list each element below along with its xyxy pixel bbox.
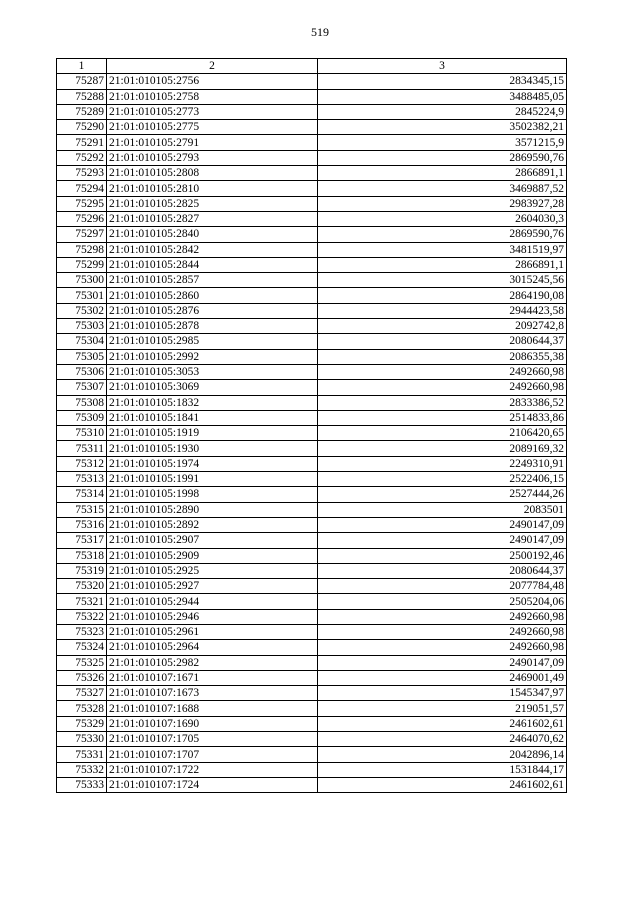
cadastral-number-cell: 21:01:010105:1919 xyxy=(107,426,318,441)
value-cell: 2869590,76 xyxy=(318,227,567,242)
value-cell: 3502382,21 xyxy=(318,120,567,135)
cadastral-number-cell: 21:01:010105:2810 xyxy=(107,181,318,196)
value-cell: 2869590,76 xyxy=(318,150,567,165)
column-header-3: 3 xyxy=(318,59,567,74)
row-number-cell: 75291 xyxy=(57,135,107,150)
row-number-cell: 75331 xyxy=(57,747,107,762)
cadastral-number-cell: 21:01:010105:2842 xyxy=(107,242,318,257)
value-cell: 3488485,05 xyxy=(318,89,567,104)
row-number-cell: 75327 xyxy=(57,686,107,701)
row-number-cell: 75308 xyxy=(57,395,107,410)
value-cell: 2464070,62 xyxy=(318,732,567,747)
table-row xyxy=(57,716,567,731)
column-header-2: 2 xyxy=(107,59,318,74)
table-row xyxy=(57,395,567,410)
value-cell: 1531844,17 xyxy=(318,762,567,777)
cadastral-number-cell: 21:01:010107:1673 xyxy=(107,686,318,701)
value-cell: 2077784,48 xyxy=(318,579,567,594)
table-row xyxy=(57,456,567,471)
cadastral-number-cell: 21:01:010105:2890 xyxy=(107,502,318,517)
value-cell: 2083501 xyxy=(318,502,567,517)
row-number-cell: 75330 xyxy=(57,732,107,747)
value-cell: 2490147,09 xyxy=(318,517,567,532)
table-row xyxy=(57,273,567,288)
row-number-cell: 75307 xyxy=(57,380,107,395)
table-row xyxy=(57,655,567,670)
row-number-cell: 75290 xyxy=(57,120,107,135)
cadastral-number-cell: 21:01:010105:2876 xyxy=(107,303,318,318)
value-cell: 2492660,98 xyxy=(318,380,567,395)
table-row xyxy=(57,120,567,135)
table-row xyxy=(57,104,567,119)
value-cell: 2092742,8 xyxy=(318,319,567,334)
page-number: 519 xyxy=(311,25,329,39)
table-row xyxy=(57,747,567,762)
table-row xyxy=(57,257,567,272)
table-row xyxy=(57,196,567,211)
table-row xyxy=(57,380,567,395)
row-number-cell: 75320 xyxy=(57,579,107,594)
table-row xyxy=(57,487,567,502)
cadastral-number-cell: 21:01:010105:2985 xyxy=(107,334,318,349)
value-cell: 3481519,97 xyxy=(318,242,567,257)
row-number-cell: 75295 xyxy=(57,196,107,211)
cadastral-number-cell: 21:01:010105:2775 xyxy=(107,120,318,135)
table-row xyxy=(57,166,567,181)
value-cell: 2490147,09 xyxy=(318,533,567,548)
table-row xyxy=(57,227,567,242)
column-header-1: 1 xyxy=(57,59,107,74)
table-row xyxy=(57,74,567,89)
cadastral-value-table xyxy=(56,58,567,793)
row-number-cell: 75298 xyxy=(57,242,107,257)
cadastral-number-cell: 21:01:010105:2927 xyxy=(107,579,318,594)
row-number-cell: 75305 xyxy=(57,349,107,364)
value-cell: 2042896,14 xyxy=(318,747,567,762)
table-row xyxy=(57,211,567,226)
table-row xyxy=(57,89,567,104)
table-row xyxy=(57,441,567,456)
table-row xyxy=(57,150,567,165)
row-number-cell: 75288 xyxy=(57,89,107,104)
row-number-cell: 75312 xyxy=(57,456,107,471)
table-row xyxy=(57,319,567,334)
table-row xyxy=(57,548,567,563)
cadastral-number-cell: 21:01:010105:2992 xyxy=(107,349,318,364)
cadastral-number-cell: 21:01:010105:2860 xyxy=(107,288,318,303)
row-number-cell: 75333 xyxy=(57,777,107,792)
value-cell: 1545347,97 xyxy=(318,686,567,701)
value-cell: 2983927,28 xyxy=(318,196,567,211)
table-row xyxy=(57,135,567,150)
row-number-cell: 75287 xyxy=(57,74,107,89)
table-row xyxy=(57,624,567,639)
row-number-cell: 75292 xyxy=(57,150,107,165)
value-cell: 2866891,1 xyxy=(318,166,567,181)
cadastral-number-cell: 21:01:010107:1688 xyxy=(107,701,318,716)
row-number-cell: 75310 xyxy=(57,426,107,441)
table-row xyxy=(57,640,567,655)
value-cell: 2833386,52 xyxy=(318,395,567,410)
table-row xyxy=(57,502,567,517)
value-cell: 2106420,65 xyxy=(318,426,567,441)
row-number-cell: 75329 xyxy=(57,716,107,731)
row-number-cell: 75317 xyxy=(57,533,107,548)
value-cell: 2522406,15 xyxy=(318,472,567,487)
table-row xyxy=(57,609,567,624)
row-number-cell: 75328 xyxy=(57,701,107,716)
cadastral-number-cell: 21:01:010105:2840 xyxy=(107,227,318,242)
value-cell: 2492660,98 xyxy=(318,624,567,639)
value-cell: 2527444,26 xyxy=(318,487,567,502)
cadastral-number-cell: 21:01:010107:1690 xyxy=(107,716,318,731)
cadastral-number-cell: 21:01:010107:1671 xyxy=(107,670,318,685)
value-cell: 2490147,09 xyxy=(318,655,567,670)
table-row xyxy=(57,426,567,441)
row-number-cell: 75289 xyxy=(57,104,107,119)
cadastral-number-cell: 21:01:010105:2925 xyxy=(107,563,318,578)
table-row xyxy=(57,364,567,379)
cadastral-number-cell: 21:01:010105:2907 xyxy=(107,533,318,548)
table-row xyxy=(57,594,567,609)
table-row xyxy=(57,670,567,685)
value-cell: 2086355,38 xyxy=(318,349,567,364)
table-row xyxy=(57,777,567,792)
table-row xyxy=(57,579,567,594)
value-cell: 2866891,1 xyxy=(318,257,567,272)
cadastral-number-cell: 21:01:010105:1930 xyxy=(107,441,318,456)
table-row xyxy=(57,410,567,425)
value-cell: 3571215,9 xyxy=(318,135,567,150)
cadastral-number-cell: 21:01:010107:1724 xyxy=(107,777,318,792)
row-number-cell: 75314 xyxy=(57,487,107,502)
cadastral-number-cell: 21:01:010105:2756 xyxy=(107,74,318,89)
table-row xyxy=(57,762,567,777)
value-cell: 2469001,49 xyxy=(318,670,567,685)
cadastral-number-cell: 21:01:010105:2961 xyxy=(107,624,318,639)
value-cell: 2514833,86 xyxy=(318,410,567,425)
table-row xyxy=(57,181,567,196)
row-number-cell: 75301 xyxy=(57,288,107,303)
cadastral-number-cell: 21:01:010105:2857 xyxy=(107,273,318,288)
value-cell: 2461602,61 xyxy=(318,777,567,792)
cadastral-number-cell: 21:01:010105:1998 xyxy=(107,487,318,502)
cadastral-number-cell: 21:01:010105:1974 xyxy=(107,456,318,471)
value-cell: 2845224,9 xyxy=(318,104,567,119)
cadastral-number-cell: 21:01:010105:2791 xyxy=(107,135,318,150)
table-row xyxy=(57,303,567,318)
table-row xyxy=(57,563,567,578)
cadastral-number-cell: 21:01:010107:1722 xyxy=(107,762,318,777)
cadastral-number-cell: 21:01:010107:1707 xyxy=(107,747,318,762)
row-number-cell: 75322 xyxy=(57,609,107,624)
value-cell: 219051,57 xyxy=(318,701,567,716)
table-row xyxy=(57,517,567,532)
cadastral-number-cell: 21:01:010105:2844 xyxy=(107,257,318,272)
value-cell: 2089169,32 xyxy=(318,441,567,456)
row-number-cell: 75297 xyxy=(57,227,107,242)
cadastral-number-cell: 21:01:010107:1705 xyxy=(107,732,318,747)
cadastral-number-cell: 21:01:010105:1841 xyxy=(107,410,318,425)
cadastral-number-cell: 21:01:010105:2944 xyxy=(107,594,318,609)
cadastral-number-cell: 21:01:010105:2964 xyxy=(107,640,318,655)
table-body xyxy=(57,74,567,793)
cadastral-number-cell: 21:01:010105:1832 xyxy=(107,395,318,410)
row-number-cell: 75325 xyxy=(57,655,107,670)
table-row xyxy=(57,349,567,364)
row-number-cell: 75294 xyxy=(57,181,107,196)
cadastral-number-cell: 21:01:010105:2793 xyxy=(107,150,318,165)
cadastral-number-cell: 21:01:010105:1991 xyxy=(107,472,318,487)
row-number-cell: 75316 xyxy=(57,517,107,532)
value-cell: 2505204,06 xyxy=(318,594,567,609)
value-cell: 2492660,98 xyxy=(318,609,567,624)
cadastral-number-cell: 21:01:010105:3053 xyxy=(107,364,318,379)
row-number-cell: 75300 xyxy=(57,273,107,288)
table-row xyxy=(57,686,567,701)
row-number-cell: 75306 xyxy=(57,364,107,379)
value-cell: 2461602,61 xyxy=(318,716,567,731)
row-number-cell: 75324 xyxy=(57,640,107,655)
table-header-row xyxy=(57,59,567,74)
table-row xyxy=(57,533,567,548)
cadastral-number-cell: 21:01:010105:2946 xyxy=(107,609,318,624)
row-number-cell: 75303 xyxy=(57,319,107,334)
table-row xyxy=(57,732,567,747)
row-number-cell: 75302 xyxy=(57,303,107,318)
row-number-cell: 75319 xyxy=(57,563,107,578)
row-number-cell: 75309 xyxy=(57,410,107,425)
table-row xyxy=(57,701,567,716)
value-cell: 2944423,58 xyxy=(318,303,567,318)
value-cell: 2080644,37 xyxy=(318,563,567,578)
row-number-cell: 75313 xyxy=(57,472,107,487)
value-cell: 2249310,91 xyxy=(318,456,567,471)
row-number-cell: 75315 xyxy=(57,502,107,517)
cadastral-number-cell: 21:01:010105:2758 xyxy=(107,89,318,104)
cadastral-number-cell: 21:01:010105:2825 xyxy=(107,196,318,211)
value-cell: 3015245,56 xyxy=(318,273,567,288)
value-cell: 2492660,98 xyxy=(318,364,567,379)
cadastral-number-cell: 21:01:010105:2892 xyxy=(107,517,318,532)
row-number-cell: 75326 xyxy=(57,670,107,685)
cadastral-number-cell: 21:01:010105:2808 xyxy=(107,166,318,181)
cadastral-number-cell: 21:01:010105:2827 xyxy=(107,211,318,226)
table-row xyxy=(57,288,567,303)
cadastral-number-cell: 21:01:010105:2878 xyxy=(107,319,318,334)
row-number-cell: 75311 xyxy=(57,441,107,456)
value-cell: 2492660,98 xyxy=(318,640,567,655)
value-cell: 2604030,3 xyxy=(318,211,567,226)
row-number-cell: 75304 xyxy=(57,334,107,349)
value-cell: 2834345,15 xyxy=(318,74,567,89)
cadastral-number-cell: 21:01:010105:2773 xyxy=(107,104,318,119)
cadastral-number-cell: 21:01:010105:3069 xyxy=(107,380,318,395)
cadastral-number-cell: 21:01:010105:2982 xyxy=(107,655,318,670)
table-row xyxy=(57,242,567,257)
row-number-cell: 75321 xyxy=(57,594,107,609)
value-cell: 2080644,37 xyxy=(318,334,567,349)
table-row xyxy=(57,334,567,349)
row-number-cell: 75299 xyxy=(57,257,107,272)
cadastral-number-cell: 21:01:010105:2909 xyxy=(107,548,318,563)
row-number-cell: 75323 xyxy=(57,624,107,639)
value-cell: 2864190,08 xyxy=(318,288,567,303)
value-cell: 3469887,52 xyxy=(318,181,567,196)
value-cell: 2500192,46 xyxy=(318,548,567,563)
row-number-cell: 75293 xyxy=(57,166,107,181)
table-row xyxy=(57,472,567,487)
row-number-cell: 75318 xyxy=(57,548,107,563)
row-number-cell: 75296 xyxy=(57,211,107,226)
row-number-cell: 75332 xyxy=(57,762,107,777)
